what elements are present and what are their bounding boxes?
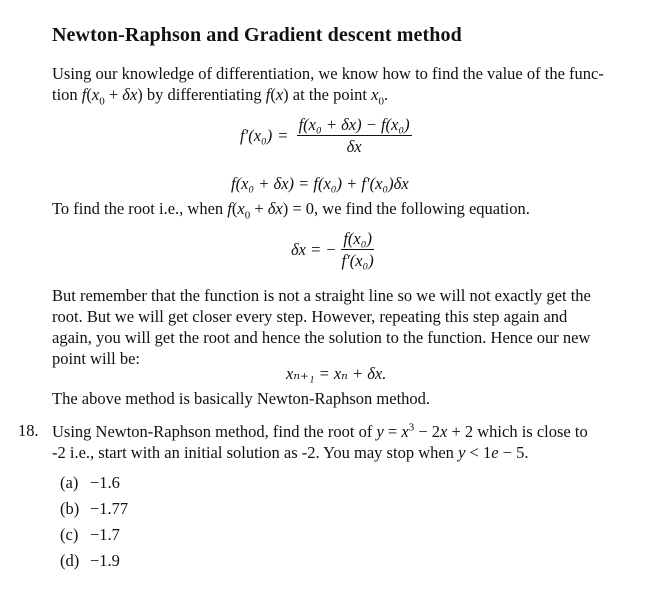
intro-line-1: Using our knowledge of differentiation, we know how to find the value of the func- bbox=[52, 64, 604, 83]
summary-text: The above method is basically Newton-Raphson method. bbox=[52, 389, 431, 408]
math-x0: x bbox=[371, 85, 379, 104]
math-f-x0-plus-dx-2: f bbox=[227, 199, 232, 218]
math-tolerance: y bbox=[458, 443, 466, 462]
option-d-value: −1.9 bbox=[90, 551, 120, 570]
question-text bbox=[52, 421, 638, 463]
option-b[interactable] bbox=[60, 499, 128, 519]
equation-derivative-denominator: δx bbox=[346, 137, 362, 156]
option-a[interactable] bbox=[60, 473, 120, 493]
equation-delta-x-lhs: δx = − bbox=[291, 239, 337, 259]
option-b-value: −1.77 bbox=[90, 499, 129, 518]
equation-derivative-numerator: f(x₀ + δx) − f(x₀) bbox=[298, 115, 410, 134]
option-c[interactable] bbox=[60, 525, 120, 545]
equation-delta-x-denominator: f′(x₀) bbox=[341, 251, 374, 270]
remember-paragraph: But remember that the function is not a straight line so we will not exactly get the root. But we will get closer every step. However, repeating this step again and again, you will get the root and hence the solution to the function. Hence our new point will be: bbox=[52, 286, 591, 368]
intro-line-2: tion $f(x_0 + \delta x)$ by differentiating f(x) at the point $x_0$. bbox=[52, 85, 389, 108]
option-d[interactable] bbox=[60, 551, 120, 571]
intro-paragraph bbox=[52, 63, 638, 108]
question-number: 18. bbox=[18, 421, 39, 440]
equation-derivative-lhs: f′(x₀) bbox=[240, 125, 273, 145]
option-c-value: −1.7 bbox=[90, 525, 120, 544]
equation-delta-x-numerator: f(x₀) bbox=[343, 229, 372, 248]
question-line-2: -2 i.e., start with an initial solution as -2. You may stop when y < 1e − 5. bbox=[52, 443, 529, 462]
math-cubic: y bbox=[376, 422, 384, 441]
option-a-label: (a) bbox=[60, 473, 79, 492]
equation-taylor: f(x₀ + δx) = f(x₀) + f′(x₀)δx bbox=[231, 174, 409, 193]
equation-derivative-fraction bbox=[297, 115, 412, 156]
section-heading: Newton-Raphson and Gradient descent method bbox=[52, 24, 462, 46]
option-c-label: (c) bbox=[60, 525, 79, 544]
equation-derivative: f′(x₀) = $\frac{\text{f(x₀ + δx) − f(x₀)}}{\delta x}$ bbox=[240, 115, 410, 156]
option-b-label: (b) bbox=[60, 499, 80, 518]
math-f-x0-plus-dx: f bbox=[81, 85, 87, 104]
root-paragraph: To find the root i.e., when $f(x_0 + \delta x) = 0$, we find the following equation. bbox=[52, 199, 530, 222]
equation-update: xₙ₊₁ = xₙ + δx. bbox=[286, 364, 387, 383]
option-a-value: −1.6 bbox=[90, 473, 120, 492]
math-f-x: f bbox=[265, 85, 271, 104]
equation-delta-x-fraction bbox=[340, 229, 376, 270]
equation-delta-x bbox=[291, 229, 379, 270]
option-d-label: (d) bbox=[60, 551, 80, 570]
question-line-1: Using Newton-Raphson method, find the root of $y = x^3 - 2x + 2$ which is close to bbox=[52, 421, 588, 441]
